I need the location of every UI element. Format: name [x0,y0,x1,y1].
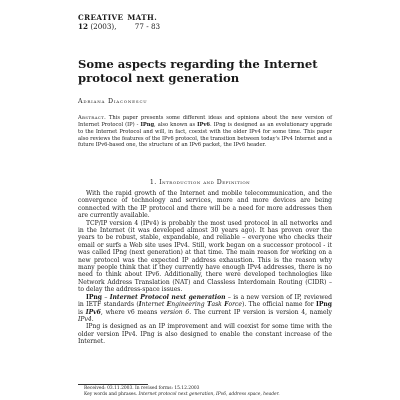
footnote-received: Received: 03.11.2003. In revised forms: 15.12.2003 [84,386,200,391]
journal-name-part2: MATH. [127,13,158,22]
p3-ietf-f-rest: orce [228,301,243,309]
p3-text-j: , where v6 means [100,308,161,316]
journal-info [78,22,161,31]
p3-ipv4: IPv4 [78,315,92,323]
paper-title-line1: Some aspects regarding the Internet [78,57,318,71]
p3-ietf-t: T [206,301,212,309]
p3-text-n: . [91,315,94,323]
p3-text-l: . The current IP version is version 4, namely [189,308,332,316]
footnote-keywords-label: Key words and phrases. [84,391,138,397]
abstract [78,115,332,149]
section-heading: 1. Introduction and Definition [149,179,251,186]
paragraph-4: IPng is designed as an IP improvement and will coexist for some time with the older version IPv4. IPng is also designed to enable the constant increase of the Internet. [78,323,332,346]
paper-title-line2: protocol next generation [78,70,240,85]
journal-header [78,13,161,31]
paragraph-2: TCP/IP version 4 (IPv4) is probably the most used protocol in all networks and in the Internet (it was developed almost 30 years ago). It has proven over the years to be robust, stable, expandable, and reliable – everyone who checks their email or surfs a Web site uses IPv4. Still, work began on a successor protocol - it was called IPng (next generation) at that time. The main reason for working on a new protocol was the expected IP address exhaustion. This is the reason why many people think that if they currently have enough IPv4 addresses, there is no need to think about IPv6. Additionally, there were developed technologies like Network Address Translation (NAT) and Classless Interdomain Routing (CIDR) – to delay the address-space issues. [78,219,332,294]
abstract-ipv6: IPv6 [197,121,210,128]
footnote-keywords-text: Internet protocol next generation, IPv6, address space, header. [137,391,280,397]
author-name: Adriana Diaconescu [78,98,148,105]
journal-pages: 77 - 83 [134,22,161,31]
abstract-text-c: . IPng is designed as an evolutionary upgrade to the Internet Protocol and will, in fact, coexist with the older IPv4 for some time. This paper also reviews the features of the IPv6 protocol, the transition between today's IPv4 Internet and a future IPv6-based one, the structure of an IPv6 packet, the IPv6 header. [78,121,333,149]
paragraph-1: With the rapid growth of the Internet and mobile telecommunication, and the convergence of technology and services, more and more devices are being connected with the IP protocol and there will be a need for more addresses then are currently available. [78,190,332,220]
p3-ietf-i-rest: nternet [141,301,167,309]
abstract-text-b: , also known as [154,121,198,128]
p3-ietf-e-rest: ngineering [171,301,207,309]
p3-text-f: ). The official name for [242,301,316,309]
p3-ietf-e: E [166,301,172,309]
p3-ipng-official: IPng [315,301,332,309]
abstract-text-a: This paper presents some different ideas and opinions about the new version of Internet Protocol (IP) - [78,115,332,128]
p3-ietf-i: I [138,301,142,309]
p3-ipv6: IPv6 [85,308,101,316]
abstract-label: Abstract. [78,115,107,121]
paper-title [78,58,358,85]
journal-volume: 12 [78,22,89,31]
journal-name [78,13,161,22]
journal-name-part1: CREATIVE [78,13,124,22]
p3-text-d: – is a new version of IP, reviewed in IETF standards ( [78,293,332,309]
p3-expansion: Internet Protocol next generation [109,293,226,301]
p3-text-h: is [78,308,86,316]
p3-ietf-t-rest: ask [211,301,225,309]
footnote-rule [78,384,148,385]
p3-ipng-term: IPng [86,293,103,301]
p3-dash: – [102,293,110,301]
footnote [84,386,334,398]
body-text [78,190,332,346]
p3-version6: version 6 [160,308,190,316]
abstract-ipng: IPng [140,121,155,128]
journal-year: (2003), [90,22,117,31]
paragraph-3 [78,294,332,324]
p3-ietf-f: F [224,301,229,309]
footnote-keywords [84,392,334,398]
